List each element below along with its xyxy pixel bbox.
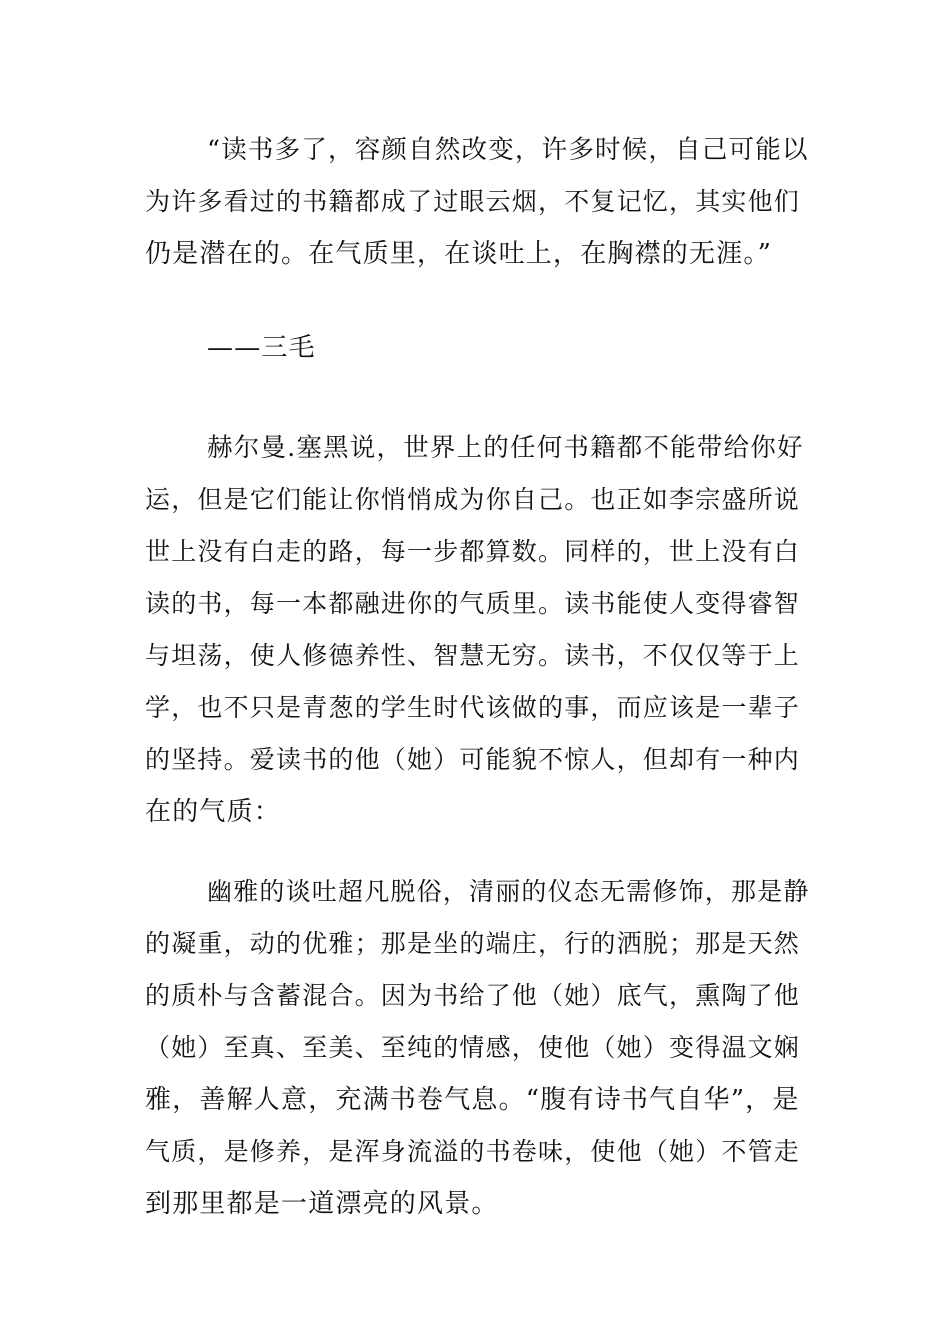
paragraph-line: 到那里都是一道漂亮的风景。 bbox=[145, 1189, 499, 1219]
paragraph-line: 的坚持。爱读书的他（她）可能貌不惊人，但却有一种内 bbox=[145, 745, 801, 774]
paragraph-line: 赫尔曼.塞黑说，世界上的任何书籍都不能带给你好 bbox=[207, 433, 804, 463]
body-paragraph-1 bbox=[145, 422, 810, 838]
paragraph-line: 与坦荡，使人修德养性、智慧无穷。读书，不仅仅等于上 bbox=[145, 641, 801, 670]
paragraph-line: 的凝重，动的优雅；那是坐的端庄，行的洒脱；那是天然 bbox=[145, 929, 801, 958]
paragraph-line: 运，但是它们能让你悄悄成为你自己。也正如李宗盛所说 bbox=[145, 485, 801, 514]
quote-line: “读书多了，容颜自然改变，许多时候，自己可能以 bbox=[207, 135, 809, 165]
body-paragraph-2 bbox=[145, 866, 810, 1230]
paragraph-line: 在的气质： bbox=[145, 797, 282, 827]
quote-paragraph bbox=[145, 124, 810, 280]
attribution-text: ——三毛 bbox=[207, 333, 316, 363]
paragraph-line: 幽雅的谈吐超凡脱俗，清丽的仪态无需修饰，那是静 bbox=[207, 877, 810, 906]
paragraph-line: 气质，是修养，是浑身流溢的书卷味，使他（她）不管走 bbox=[145, 1137, 801, 1166]
paragraph-line: 读的书，每一本都融进你的气质里。读书能使人变得睿智 bbox=[145, 589, 801, 618]
paragraph-line: 学，也不只是青葱的学生时代该做的事，而应该是一辈子 bbox=[145, 693, 801, 722]
quote-line: 为许多看过的书籍都成了过眼云烟，不复记忆，其实他们 bbox=[145, 187, 801, 216]
paragraph-line: （她）至真、至美、至纯的情感，使他（她）变得温文娴 bbox=[145, 1033, 801, 1062]
paragraph-line: 的质朴与含蓄混合。因为书给了他（她）底气，熏陶了他 bbox=[145, 981, 801, 1010]
paragraph-line: 世上没有白走的路，每一步都算数。同样的，世上没有白 bbox=[145, 537, 801, 566]
quote-line: 仍是潜在的。在气质里，在谈吐上，在胸襟的无涯。” bbox=[145, 239, 773, 269]
quote-attribution bbox=[145, 322, 810, 374]
paragraph-line: 雅，善解人意，充满书卷气息。“腹有诗书气自华”，是 bbox=[145, 1085, 800, 1115]
